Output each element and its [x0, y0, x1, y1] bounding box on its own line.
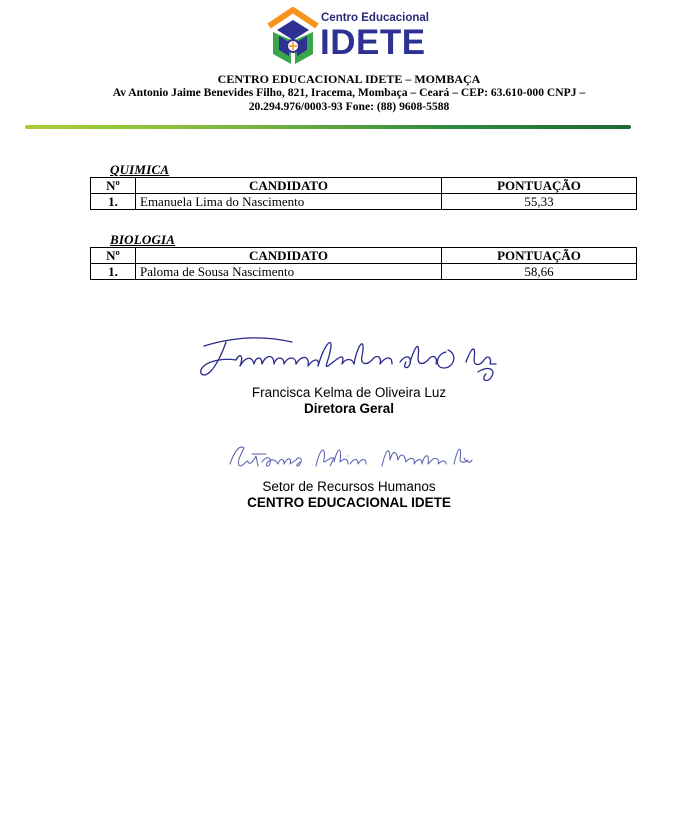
hr-institution: CENTRO EDUCACIONAL IDETE: [247, 495, 451, 510]
candidate-name: Paloma de Sousa Nascimento: [136, 264, 442, 280]
header-divider: [25, 125, 631, 129]
header-no: Nº: [91, 248, 136, 264]
director-role: Diretora Geral: [303, 401, 395, 416]
table-header-row: [91, 248, 637, 264]
section-title-quimica: QUIMICA: [110, 162, 170, 177]
table-header-row: [91, 178, 637, 194]
results-table-quimica: [90, 177, 637, 210]
results-table-biologia: [90, 247, 637, 280]
candidate-score: 55,33: [442, 194, 637, 210]
logo-subtitle: Centro Educacional: [321, 12, 429, 24]
candidate-name: Emanuela Lima do Nascimento: [136, 194, 442, 210]
table-row: [91, 194, 637, 210]
hr-sector-name: Setor de Recursos Humanos: [262, 479, 436, 494]
header-no: Nº: [91, 178, 136, 194]
row-number: 1.: [91, 194, 136, 210]
institution-contact: 20.294.976/0003-93 Fone: (88) 9608-5588: [248, 100, 450, 113]
institution-address: Av Antonio Jaime Benevides Filho, 821, Iracema, Mombaça – Ceará – CEP: 63.610-000 CNPJ –: [112, 86, 586, 99]
institution-name: CENTRO EDUCACIONAL IDETE – MOMBAÇA: [217, 72, 481, 86]
director-signature: [196, 332, 506, 387]
header-candidate: CANDIDATO: [136, 248, 442, 264]
hr-signature: [226, 438, 476, 474]
row-number: 1.: [91, 264, 136, 280]
header-score: PONTUAÇÃO: [442, 248, 637, 264]
idete-logo: [265, 6, 430, 68]
director-name: Francisca Kelma de Oliveira Luz: [251, 385, 447, 400]
logo-emblem-icon: [265, 6, 321, 68]
logo-title: IDETE: [320, 23, 426, 62]
section-title-biologia: BIOLOGIA: [110, 232, 176, 247]
header-score: PONTUAÇÃO: [442, 178, 637, 194]
header-candidate: CANDIDATO: [136, 178, 442, 194]
table-row: [91, 264, 637, 280]
candidate-score: 58,66: [442, 264, 637, 280]
